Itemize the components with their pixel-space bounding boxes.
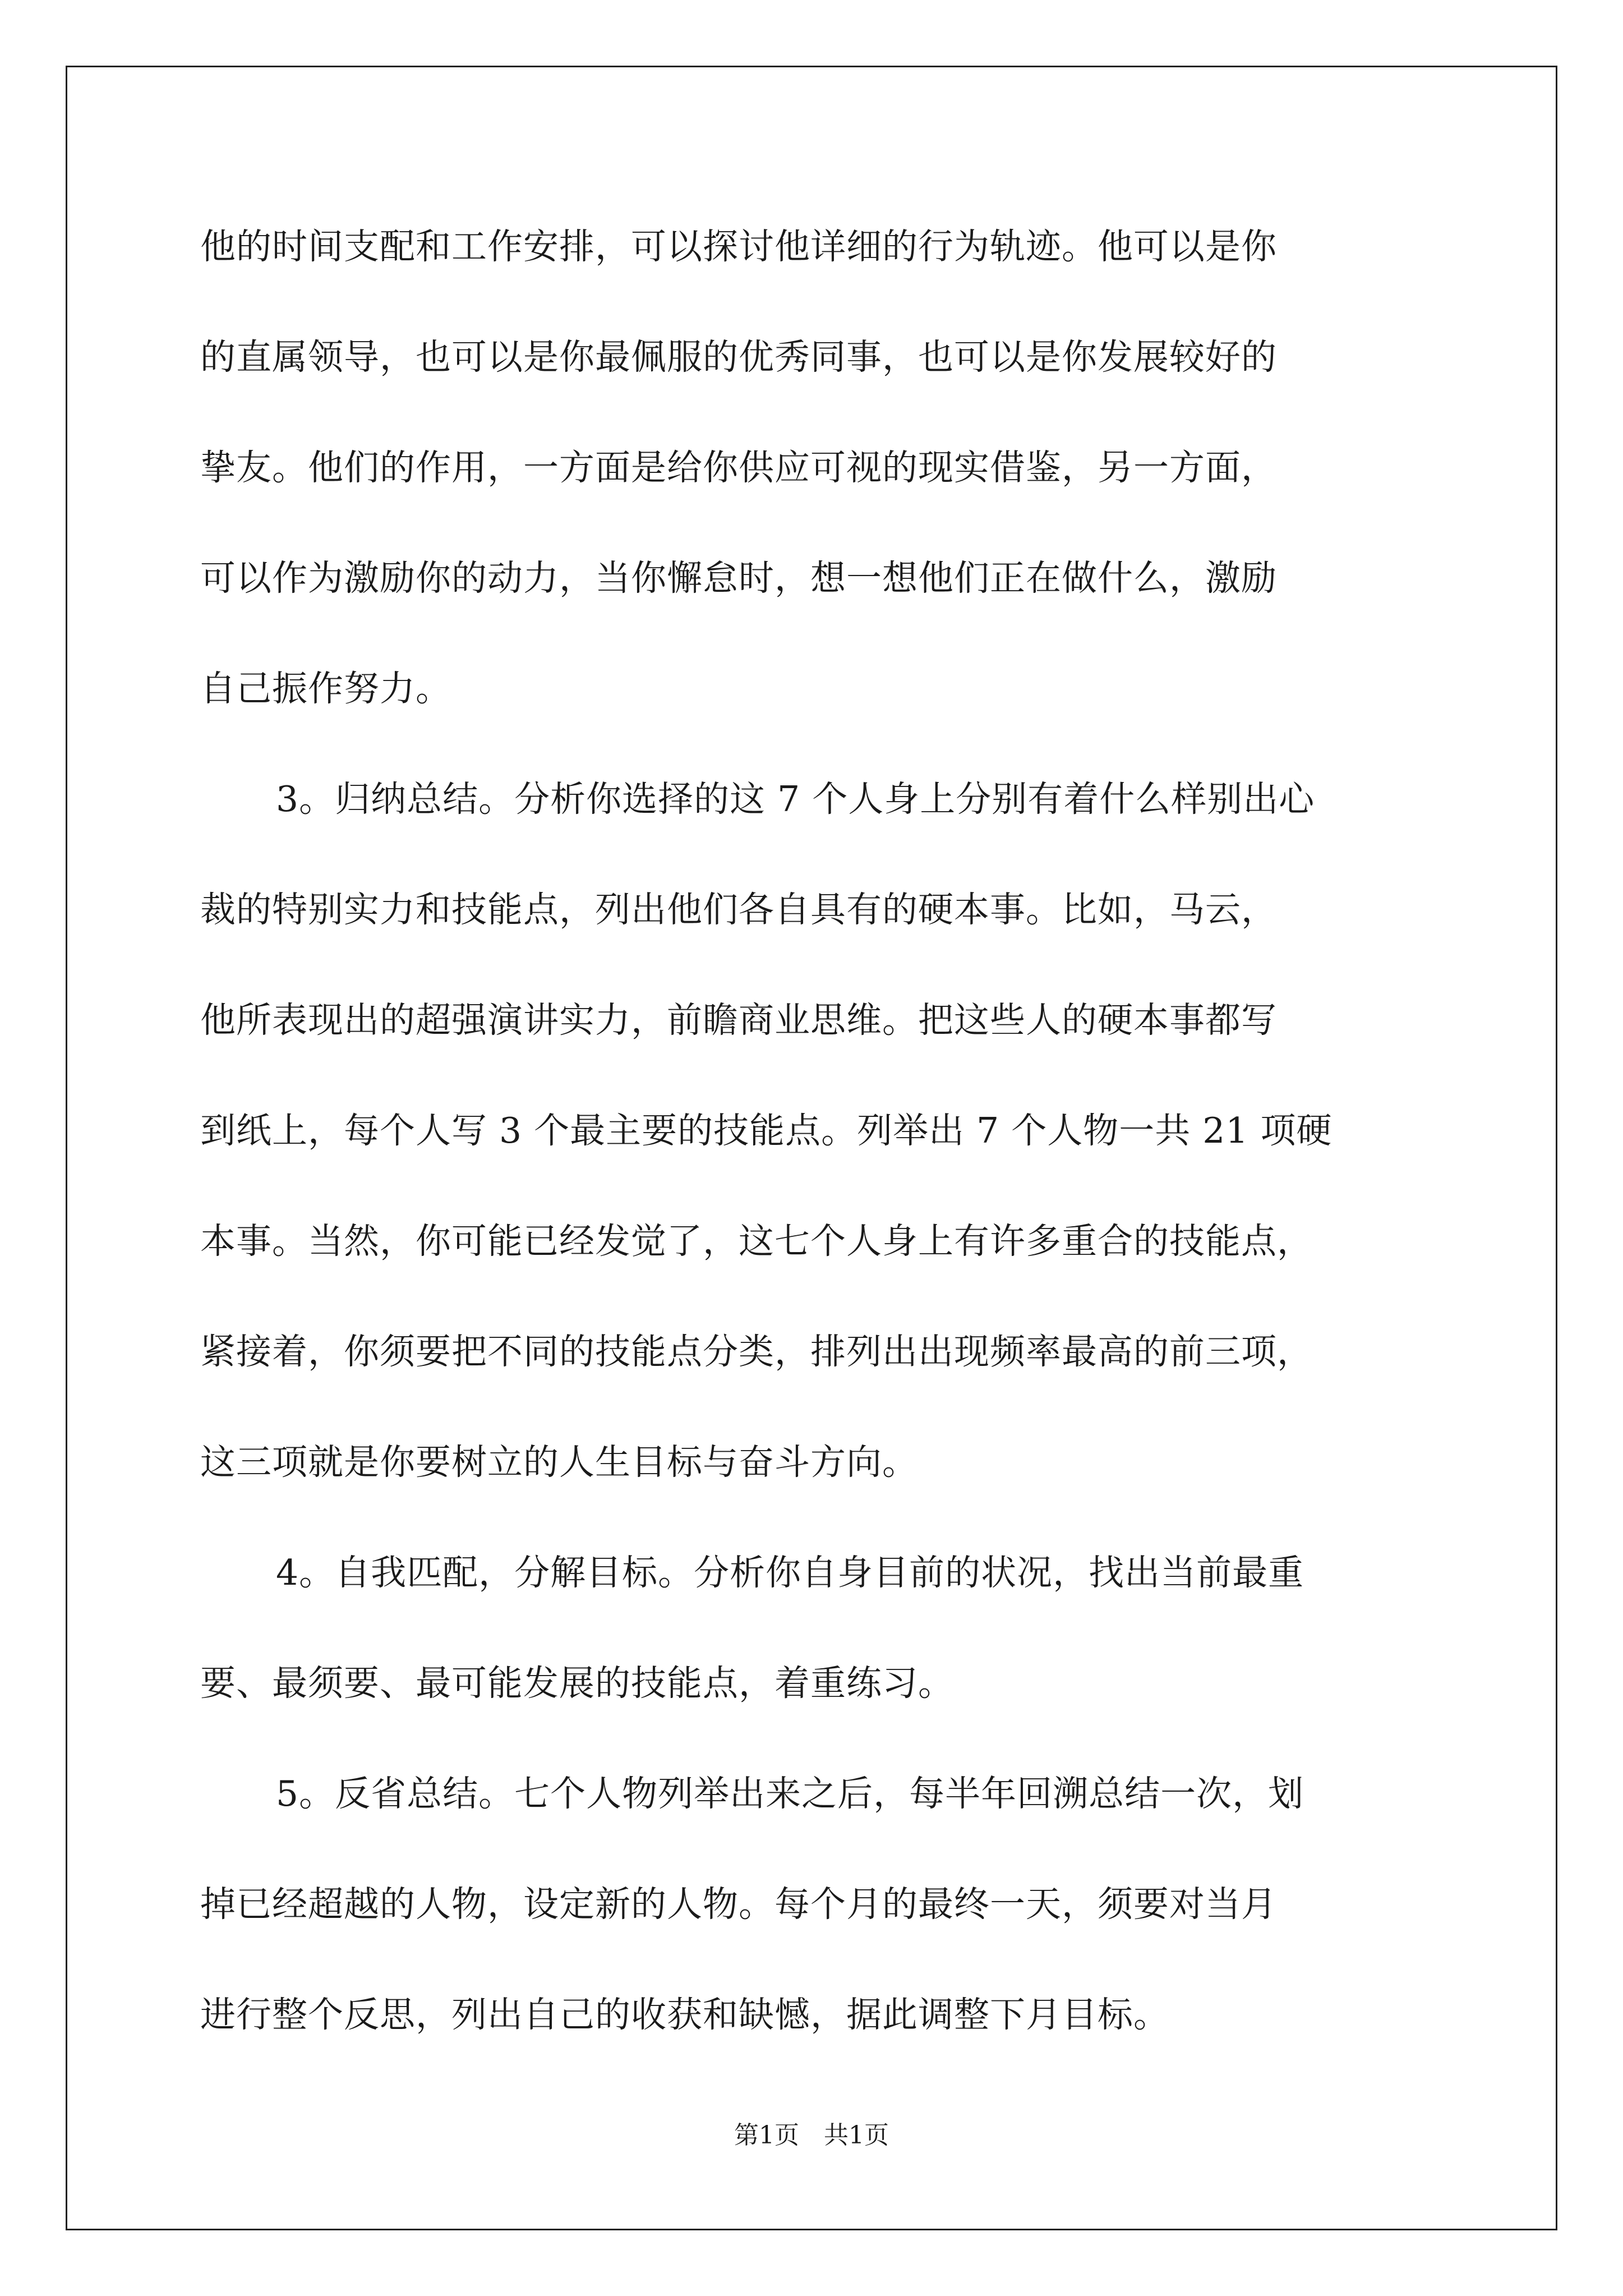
text-line: 本事。当然，你可能已经发觉了，这七个人身上有许多重合的技能点， <box>200 1221 1313 1262</box>
paragraph-start-line: 5。反省总结。七个人物列举出来之后，每半年回溯总结一次，划 <box>276 1773 1304 1814</box>
paragraph-start-line: 3。归纳总结。分析你选择的这 7 个人身上分别有着什么样别出心 <box>276 779 1315 820</box>
text-line: 他的时间支配和工作安排，可以探讨他详细的行为轨迹。他可以是你 <box>200 226 1277 267</box>
text-line: 这三项就是你要树立的人生目标与奋斗方向。 <box>200 1442 918 1483</box>
paragraph-start-line: 4。自我匹配，分解目标。分析你自身目前的状况，找出当前最重 <box>276 1552 1304 1593</box>
text-line: 裁的特别实力和技能点，列出他们各自具有的硬本事。比如，马云， <box>200 889 1277 930</box>
text-line: 到纸上，每个人写 3 个最主要的技能点。列举出 7 个人物一共 21 项硬 <box>200 1110 1332 1151</box>
document-body <box>200 202 1456 2081</box>
text-line: 的直属领导，也可以是你最佩服的优秀同事，也可以是你发展较好的 <box>200 337 1277 378</box>
text-line: 要、最须要、最可能发展的技能点，着重练习。 <box>200 1663 954 1704</box>
text-line: 可以作为激励你的动力，当你懈怠时，想一想他们正在做什么，激励 <box>200 558 1277 599</box>
text-line: 进行整个反思，列出自己的收获和缺憾，据此调整下月目标。 <box>200 1994 1169 2035</box>
text-line: 掉已经超越的人物，设定新的人物。每个月的最终一天，须要对当月 <box>200 1884 1277 1925</box>
text-line: 自己振作努力。 <box>200 668 451 709</box>
text-line: 他所表现出的超强演讲实力，前瞻商业思维。把这些人的硬本事都写 <box>200 1000 1277 1041</box>
text-line: 挚友。他们的作用，一方面是给你供应可视的现实借鉴，另一方面， <box>200 447 1277 488</box>
text-line: 紧接着，你须要把不同的技能点分类，排列出出现频率最高的前三项， <box>200 1331 1313 1372</box>
page-number: 第1页 共1页 <box>734 2121 889 2150</box>
